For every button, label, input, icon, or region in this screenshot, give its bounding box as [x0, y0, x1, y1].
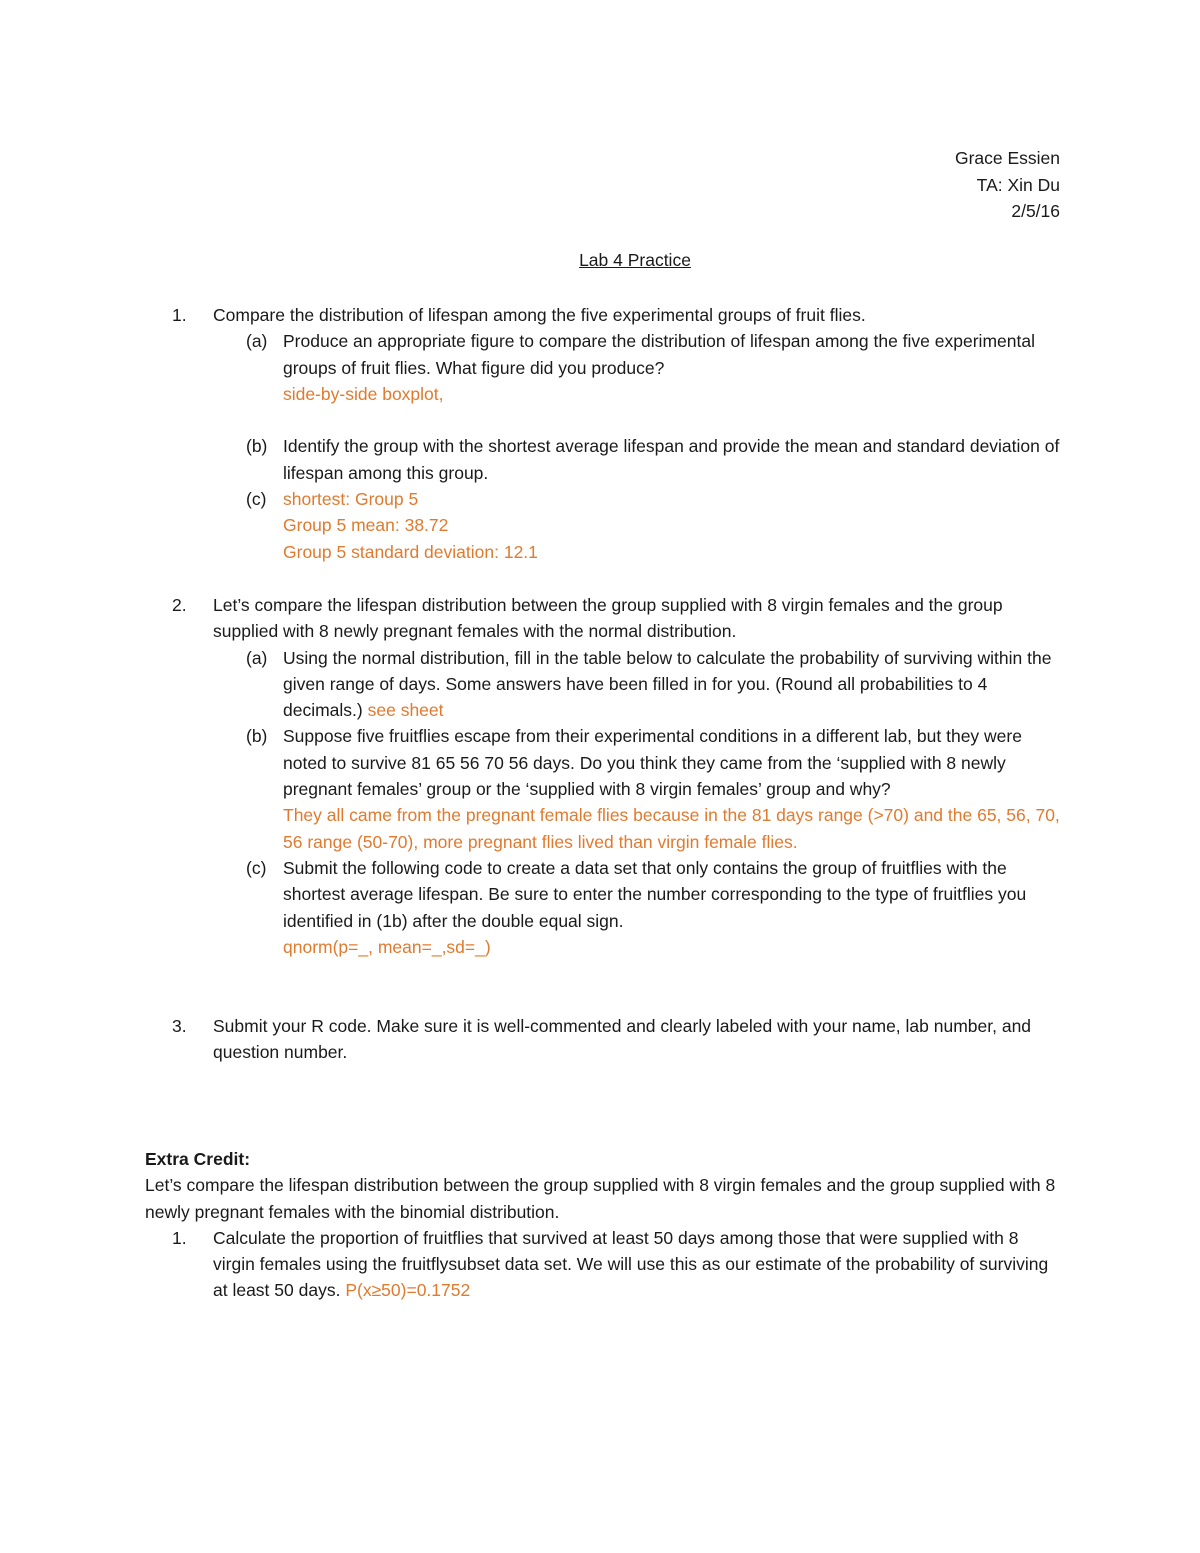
part-text: Submit the following code to create a data set that only contains the group of fruitflies with the shortest average lifespan. Be sure to enter the number corresponding to the type of fruitflies you identified in (1b) after the double equal sign.: [283, 857, 1027, 931]
answer-text: side-by-side boxplot,: [283, 383, 444, 404]
date: 2/5/16: [1011, 201, 1060, 221]
question-2: [145, 592, 1065, 960]
part-label: (c): [246, 489, 267, 510]
question-number: 2.: [172, 595, 187, 615]
question-number: 1.: [172, 305, 187, 325]
question-text: Compare the distribution of lifespan among the five experimental groups of fruit flies.: [213, 305, 866, 325]
header-block: [955, 145, 1060, 225]
answer-text: They all came from the pregnant female flies because in the 81 days range (>70) and the 65, 56, 70, 56 range (50-70), more pregnant flies lived than virgin female flies.: [283, 805, 1060, 852]
question-1: [145, 302, 1065, 565]
ta-name: TA: Xin Du: [976, 174, 1060, 195]
part-label: (c): [246, 857, 267, 878]
extra-credit-intro: Let’s compare the lifespan distribution between the group supplied with 8 virgin females and the group supplied with 8 newly pregnant females with the binomial distribution.: [145, 1175, 1056, 1222]
answer-text: shortest: Group 5: [283, 489, 419, 510]
answer-text: Group 5 standard deviation: 12.1: [283, 541, 538, 562]
answer-text: Group 5 mean: 38.72: [283, 515, 449, 536]
part-label: (a): [246, 647, 268, 668]
student-name: Grace Essien: [954, 148, 1060, 168]
question-3: [145, 1013, 1065, 1066]
answer-text: qnorm(p=_, mean=_,sd=_): [283, 936, 491, 957]
part-label: (b): [246, 436, 268, 457]
question-number: 1.: [172, 1227, 187, 1248]
extra-credit: [145, 1146, 1065, 1304]
part-label: (b): [246, 726, 268, 747]
part-text: Using the normal distribution, fill in the table below to calculate the probability of surviving within the given range of days. Some answers have been filled in for you. (Round all probabilities to 4 decimals.): [283, 647, 1052, 721]
part-text: Suppose five fruitflies escape from their experimental conditions in a different lab, but they were noted to survive 81 65 56 70 56 days. Do you think they came from the ‘supplied with 8 newly pregnant females’ group or the ‘supplied with 8 virgin females’ group and why?: [283, 726, 1022, 800]
page-title: Lab 4 Practice: [579, 250, 691, 270]
part-text: Identify the group with the shortest average lifespan and provide the mean and standard deviation of lifespan among this group.: [283, 436, 1060, 483]
question-text: Calculate the proportion of fruitflies that survived at least 50 days among those that were supplied with 8 virgin females using the fruitflysubset data set. We will use this as our estimate of the probability of surviving at least 50 days.: [213, 1227, 1049, 1301]
extra-credit-heading: Extra Credit:: [145, 1149, 251, 1169]
answer-text: see sheet: [367, 700, 444, 721]
answer-text: P(x≥50)=0.1752: [345, 1280, 471, 1301]
question-number: 3.: [172, 1016, 187, 1036]
part-label: (a): [246, 331, 268, 352]
question-text: Submit your R code. Make sure it is well-commented and clearly labeled with your name, lab number, and question number.: [213, 1016, 1032, 1063]
question-text: Let’s compare the lifespan distribution between the group supplied with 8 virgin females and the group supplied with 8 newly pregnant females with the normal distribution.: [213, 595, 1003, 642]
part-text: Produce an appropriate figure to compare the distribution of lifespan among the five experimental groups of fruit flies. What figure did you produce?: [283, 331, 1035, 378]
